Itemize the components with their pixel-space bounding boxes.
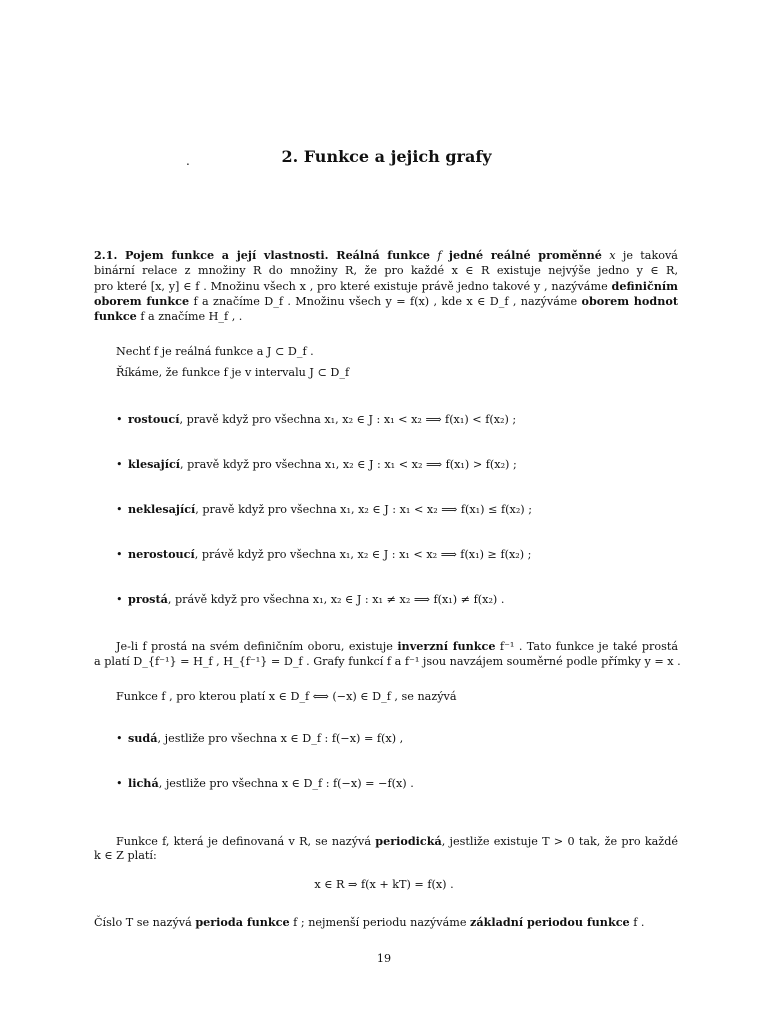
bullet-item [116, 731, 403, 745]
text-run: f ; nejmenší periodu nazýváme [293, 916, 467, 929]
intro-line-5 [94, 309, 678, 323]
periodic-line-1 [116, 834, 678, 848]
bold-term: funkce [94, 309, 137, 323]
bold-term: definičním [611, 279, 678, 293]
bullet-dot: • [116, 458, 123, 471]
symbol-x: x [609, 249, 616, 262]
intro-line-2: binární relace z množiny R do množiny R, že pro každé x ∈ R existuje nejvýše jedno y ∈ R, [94, 264, 678, 277]
periodic-line-3 [94, 915, 678, 929]
bullet-text: , právě když pro všechna x₁, x₂ ∈ J : x₁ ≠ x₂ ⟹ f(x₁) ≠ f(x₂) . [167, 593, 505, 606]
inverse-line-2: a platí D_{f⁻¹} = H_f , H_{f⁻¹} = D_f . Grafy funkcí f a f⁻¹ jsou navzájem souměrné podle přímky y = x . [94, 655, 681, 668]
bullet-dot: • [116, 732, 123, 745]
bullet-text: , pravě když pro všechna x₁, x₂ ∈ J : x₁ < x₂ ⟹ f(x₁) ≤ f(x₂) ; [195, 503, 532, 516]
bullet-dot: • [116, 503, 123, 516]
text-run: f⁻¹ . Tato funkce je také prostá [499, 640, 678, 653]
bullet-item [116, 776, 414, 790]
bullet-term: nerostoucí [128, 547, 195, 561]
page-title: 2. Funkce a jejich grafy [281, 147, 492, 166]
bullet-dot: • [116, 593, 123, 606]
bullet-term: klesající [128, 457, 181, 471]
bold-term: oborem funkce [94, 294, 190, 308]
bullet-text: , právě když pro všechna x₁, x₂ ∈ J : x₁ < x₂ ⟹ f(x₁) ≥ f(x₂) ; [194, 548, 532, 561]
section-heading: 2.1. Pojem funkce a její vlastnosti. Reálná funkce [94, 248, 431, 262]
text-run: pro které [x, y] ∈ f . Množinu všech x , pro které existuje právě jedno takové y , nazýváme [94, 280, 608, 293]
bold-term: oborem hodnot [581, 294, 678, 308]
bullet-item [116, 502, 532, 516]
bullet-text: , pravě když pro všechna x₁, x₂ ∈ J : x₁ < x₂ ⟹ f(x₁) < f(x₂) ; [179, 413, 517, 426]
bold-term: inverzní funkce [397, 639, 496, 653]
let-line-1: Nechť f je reálná funkce a J ⊂ D_f . [116, 345, 314, 358]
bullet-item [116, 592, 504, 606]
text-run: f . [633, 916, 645, 929]
bullet-dot: • [116, 548, 123, 561]
inverse-line-1 [116, 639, 678, 653]
text-run: Funkce f, která je definovaná v R, se nazývá [116, 835, 372, 848]
bold-term: základní periodou funkce [470, 915, 630, 929]
text-run: je taková [622, 249, 678, 262]
bullet-term: neklesající [128, 502, 196, 516]
periodic-line-2: k ∈ Z platí: [94, 849, 157, 862]
bullet-term: lichá [128, 776, 159, 790]
symbol-f: f [437, 249, 442, 262]
section-marker: . [186, 154, 190, 168]
intro-line-1 [94, 248, 678, 262]
bold-term: periodická [375, 834, 442, 848]
bullet-term: rostoucí [128, 412, 180, 426]
text-run: f a značíme H_f , . [140, 310, 243, 323]
intro-line-4 [94, 294, 678, 308]
text-run: , jestliže existuje T > 0 tak, že pro každé [441, 835, 678, 848]
bullet-term: prostá [128, 592, 168, 606]
bullet-dot: • [116, 777, 123, 790]
bold-term: perioda funkce [195, 915, 290, 929]
bullet-term: sudá [128, 731, 158, 745]
bullet-item [116, 457, 517, 471]
periodic-equation: x ∈ R ⇒ f(x + kT) = f(x) . [314, 878, 454, 891]
page-number: 19 [376, 952, 392, 965]
bullet-item [116, 412, 516, 426]
parity-intro: Funkce f , pro kterou platí x ∈ D_f ⟺ (−x) ∈ D_f , se nazývá [116, 690, 457, 703]
bullet-text: , pravě když pro všechna x₁, x₂ ∈ J : x₁ < x₂ ⟹ f(x₁) > f(x₂) ; [180, 458, 517, 471]
text-run: Číslo T se nazývá [94, 916, 192, 929]
bold-term: jedné reálné proměnné [448, 248, 602, 262]
text-run: Je-li f prostá na svém definičním oboru, existuje [116, 640, 393, 653]
bullet-dot: • [116, 413, 123, 426]
let-line-2: Říkáme, že funkce f je v intervalu J ⊂ D_f [116, 366, 350, 379]
bullet-text: , jestliže pro všechna x ∈ D_f : f(−x) = f(x) , [157, 732, 404, 745]
bullet-item [116, 547, 531, 561]
intro-line-3 [94, 279, 678, 293]
bullet-text: , jestliže pro všechna x ∈ D_f : f(−x) = −f(x) . [158, 777, 414, 790]
text-run: f a značíme D_f . Množinu všech y = f(x) , kde x ∈ D_f , nazýváme [193, 295, 578, 308]
